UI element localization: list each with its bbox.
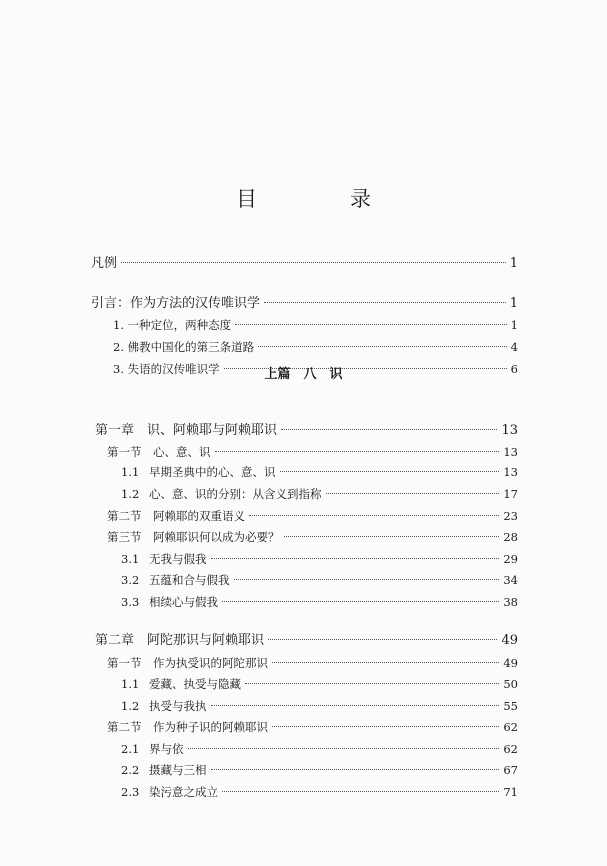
dot-leader (249, 515, 499, 516)
dot-leader (284, 536, 500, 537)
toc-entry-text: 心、意、识的分别：从含义到指称 (149, 487, 322, 501)
toc-entry-chapter[interactable] (95, 422, 518, 440)
toc-entry-text: 染污意之成立 (149, 785, 218, 799)
toc-page-number: 67 (503, 763, 518, 777)
toc-page-number: 49 (501, 633, 518, 648)
toc-entry-label (107, 654, 268, 672)
toc-entry-chapter[interactable] (95, 632, 518, 650)
toc-entry-intro-item[interactable] (113, 316, 518, 334)
toc-entry-text: 凡例 (91, 256, 118, 271)
toc-entry-subsection[interactable] (121, 740, 518, 758)
dot-leader (211, 705, 500, 706)
toc-entry-label (121, 571, 230, 589)
toc-entry-subsection[interactable] (121, 550, 518, 568)
dot-leader (280, 471, 500, 472)
dot-leader (326, 493, 500, 494)
toc-page-number: 50 (503, 677, 518, 691)
toc-entry-text: 第一节 心、意、识 (107, 445, 211, 459)
toc-page-number: 17 (503, 487, 518, 501)
toc-entry-number: 1.1 (121, 677, 140, 691)
toc-page-number: 1 (509, 256, 518, 271)
dot-leader (264, 302, 506, 303)
toc-entry-text: 第二节 作为种子识的阿赖耶识 (107, 720, 268, 734)
toc-entry-text: 1. 一种定位，两种态度 (113, 318, 232, 332)
dot-leader (272, 726, 499, 727)
toc-page-number: 23 (503, 509, 518, 523)
toc-entry-text: 执受与我执 (149, 699, 207, 713)
toc-entry-text: 早期圣典中的心、意、识 (149, 465, 276, 479)
toc-page-number: 62 (503, 720, 518, 734)
toc-page-number: 38 (503, 595, 518, 609)
toc-page-number: 13 (503, 465, 518, 479)
toc-entry-text: 五蕴和合与假我 (149, 573, 230, 587)
toc-entry-text: 第一节 作为执受识的阿陀那识 (107, 656, 268, 670)
toc-entry-label (121, 761, 207, 779)
dot-leader (222, 601, 499, 602)
toc-entry-text: 引言：作为方法的汉传唯识学 (91, 296, 261, 311)
toc-entry-label (91, 255, 117, 273)
dot-leader (211, 558, 500, 559)
toc-entry-label (121, 485, 322, 503)
toc-entry-section[interactable] (107, 654, 518, 672)
dot-leader (222, 791, 499, 792)
toc-entry-intro-item[interactable] (113, 338, 518, 356)
toc-entry-text: 界与依 (149, 742, 184, 756)
toc-entry-number: 3.3 (121, 595, 140, 609)
toc-entry-subsection[interactable] (121, 761, 518, 779)
toc-page-number: 71 (503, 785, 518, 799)
toc-entry-text: 相续心与假我 (149, 595, 218, 609)
toc-entry-label (121, 593, 218, 611)
toc-entry-number: 2.2 (121, 763, 140, 777)
dot-leader (188, 748, 500, 749)
toc-entry-subsection[interactable] (121, 485, 518, 503)
toc-entry-label (107, 528, 280, 546)
dot-leader (258, 346, 507, 347)
page-title: 目 录 (236, 187, 407, 211)
toc-entry-label (113, 316, 231, 334)
toc-entry-section[interactable] (107, 528, 518, 546)
toc-entry-text: 第一章 识、阿赖耶与阿赖耶识 (95, 423, 278, 438)
toc-page-number: 55 (503, 699, 518, 713)
toc-entry-section[interactable] (107, 718, 518, 736)
toc-entry-label (121, 783, 218, 801)
toc-entry-section[interactable] (107, 507, 518, 525)
toc-entry-subsection[interactable] (121, 463, 518, 481)
toc-entry-number: 2.1 (121, 742, 140, 756)
toc-entry-label (113, 338, 254, 356)
dot-leader (281, 429, 497, 430)
toc-entry-intro[interactable] (91, 295, 518, 313)
toc-entry-label (95, 422, 277, 440)
toc-entry-number: 3.2 (121, 573, 140, 587)
toc-entry-text: 摄藏与三相 (149, 763, 207, 777)
toc-entry-text: 第三节 阿赖耶识何以成为必要？ (107, 530, 280, 544)
toc-entry-subsection[interactable] (121, 675, 518, 693)
toc-page-number: 1 (510, 318, 518, 332)
toc-entry-subsection[interactable] (121, 697, 518, 715)
toc-entry-subsection[interactable] (121, 571, 518, 589)
toc-page-number: 28 (503, 530, 518, 544)
toc-page-number: 6 (510, 362, 518, 376)
toc-entry-label (121, 463, 276, 481)
toc-entry-fanli[interactable] (91, 255, 518, 273)
dot-leader (268, 639, 497, 640)
toc-entry-label (121, 675, 241, 693)
toc-page-number: 34 (503, 573, 518, 587)
dot-leader (235, 324, 507, 325)
toc-page-number: 4 (510, 340, 518, 354)
toc-page-number: 29 (503, 552, 518, 566)
toc-entry-label (107, 507, 245, 525)
toc-entry-text: 无我与假我 (149, 552, 207, 566)
dot-leader (272, 662, 499, 663)
toc-entry-number: 2.3 (121, 785, 140, 799)
dot-leader (211, 769, 500, 770)
toc-entry-number: 1.2 (121, 699, 140, 713)
toc-entry-text: 第二章 阿陀那识与阿赖耶识 (95, 633, 265, 648)
toc-entry-text: 2. 佛教中国化的第三条道路 (113, 340, 255, 354)
toc-entry-text: 爱藏、执受与隐藏 (149, 677, 241, 691)
toc-entry-label (121, 550, 207, 568)
toc-entry-label (95, 632, 264, 650)
toc-entry-number: 3.1 (121, 552, 140, 566)
part-heading: 上篇 八 识 (264, 367, 343, 382)
dot-leader (245, 683, 499, 684)
toc-entry-number: 1.2 (121, 487, 140, 501)
toc-entry-label (91, 295, 260, 313)
toc-entry-label (121, 740, 184, 758)
toc-entry-label (107, 443, 211, 461)
dot-leader (234, 579, 500, 580)
toc-page-number: 62 (503, 742, 518, 756)
toc-page-number: 49 (503, 656, 518, 670)
toc-entry-text: 3. 失语的汉传唯识学 (113, 362, 220, 376)
dot-leader (215, 451, 500, 452)
toc-entry-label (121, 697, 207, 715)
toc-page-number: 13 (503, 445, 518, 459)
toc-entry-label (107, 718, 268, 736)
toc-page-number: 1 (509, 296, 518, 311)
toc-entry-text: 第二节 阿赖耶的双重语义 (107, 509, 245, 523)
toc-entry-section[interactable] (107, 443, 518, 461)
toc-entry-number: 1.1 (121, 465, 140, 479)
toc-entry-subsection[interactable] (121, 593, 518, 611)
toc-entry-subsection[interactable] (121, 783, 518, 801)
dot-leader (121, 262, 506, 263)
toc-page-number: 13 (501, 423, 518, 438)
